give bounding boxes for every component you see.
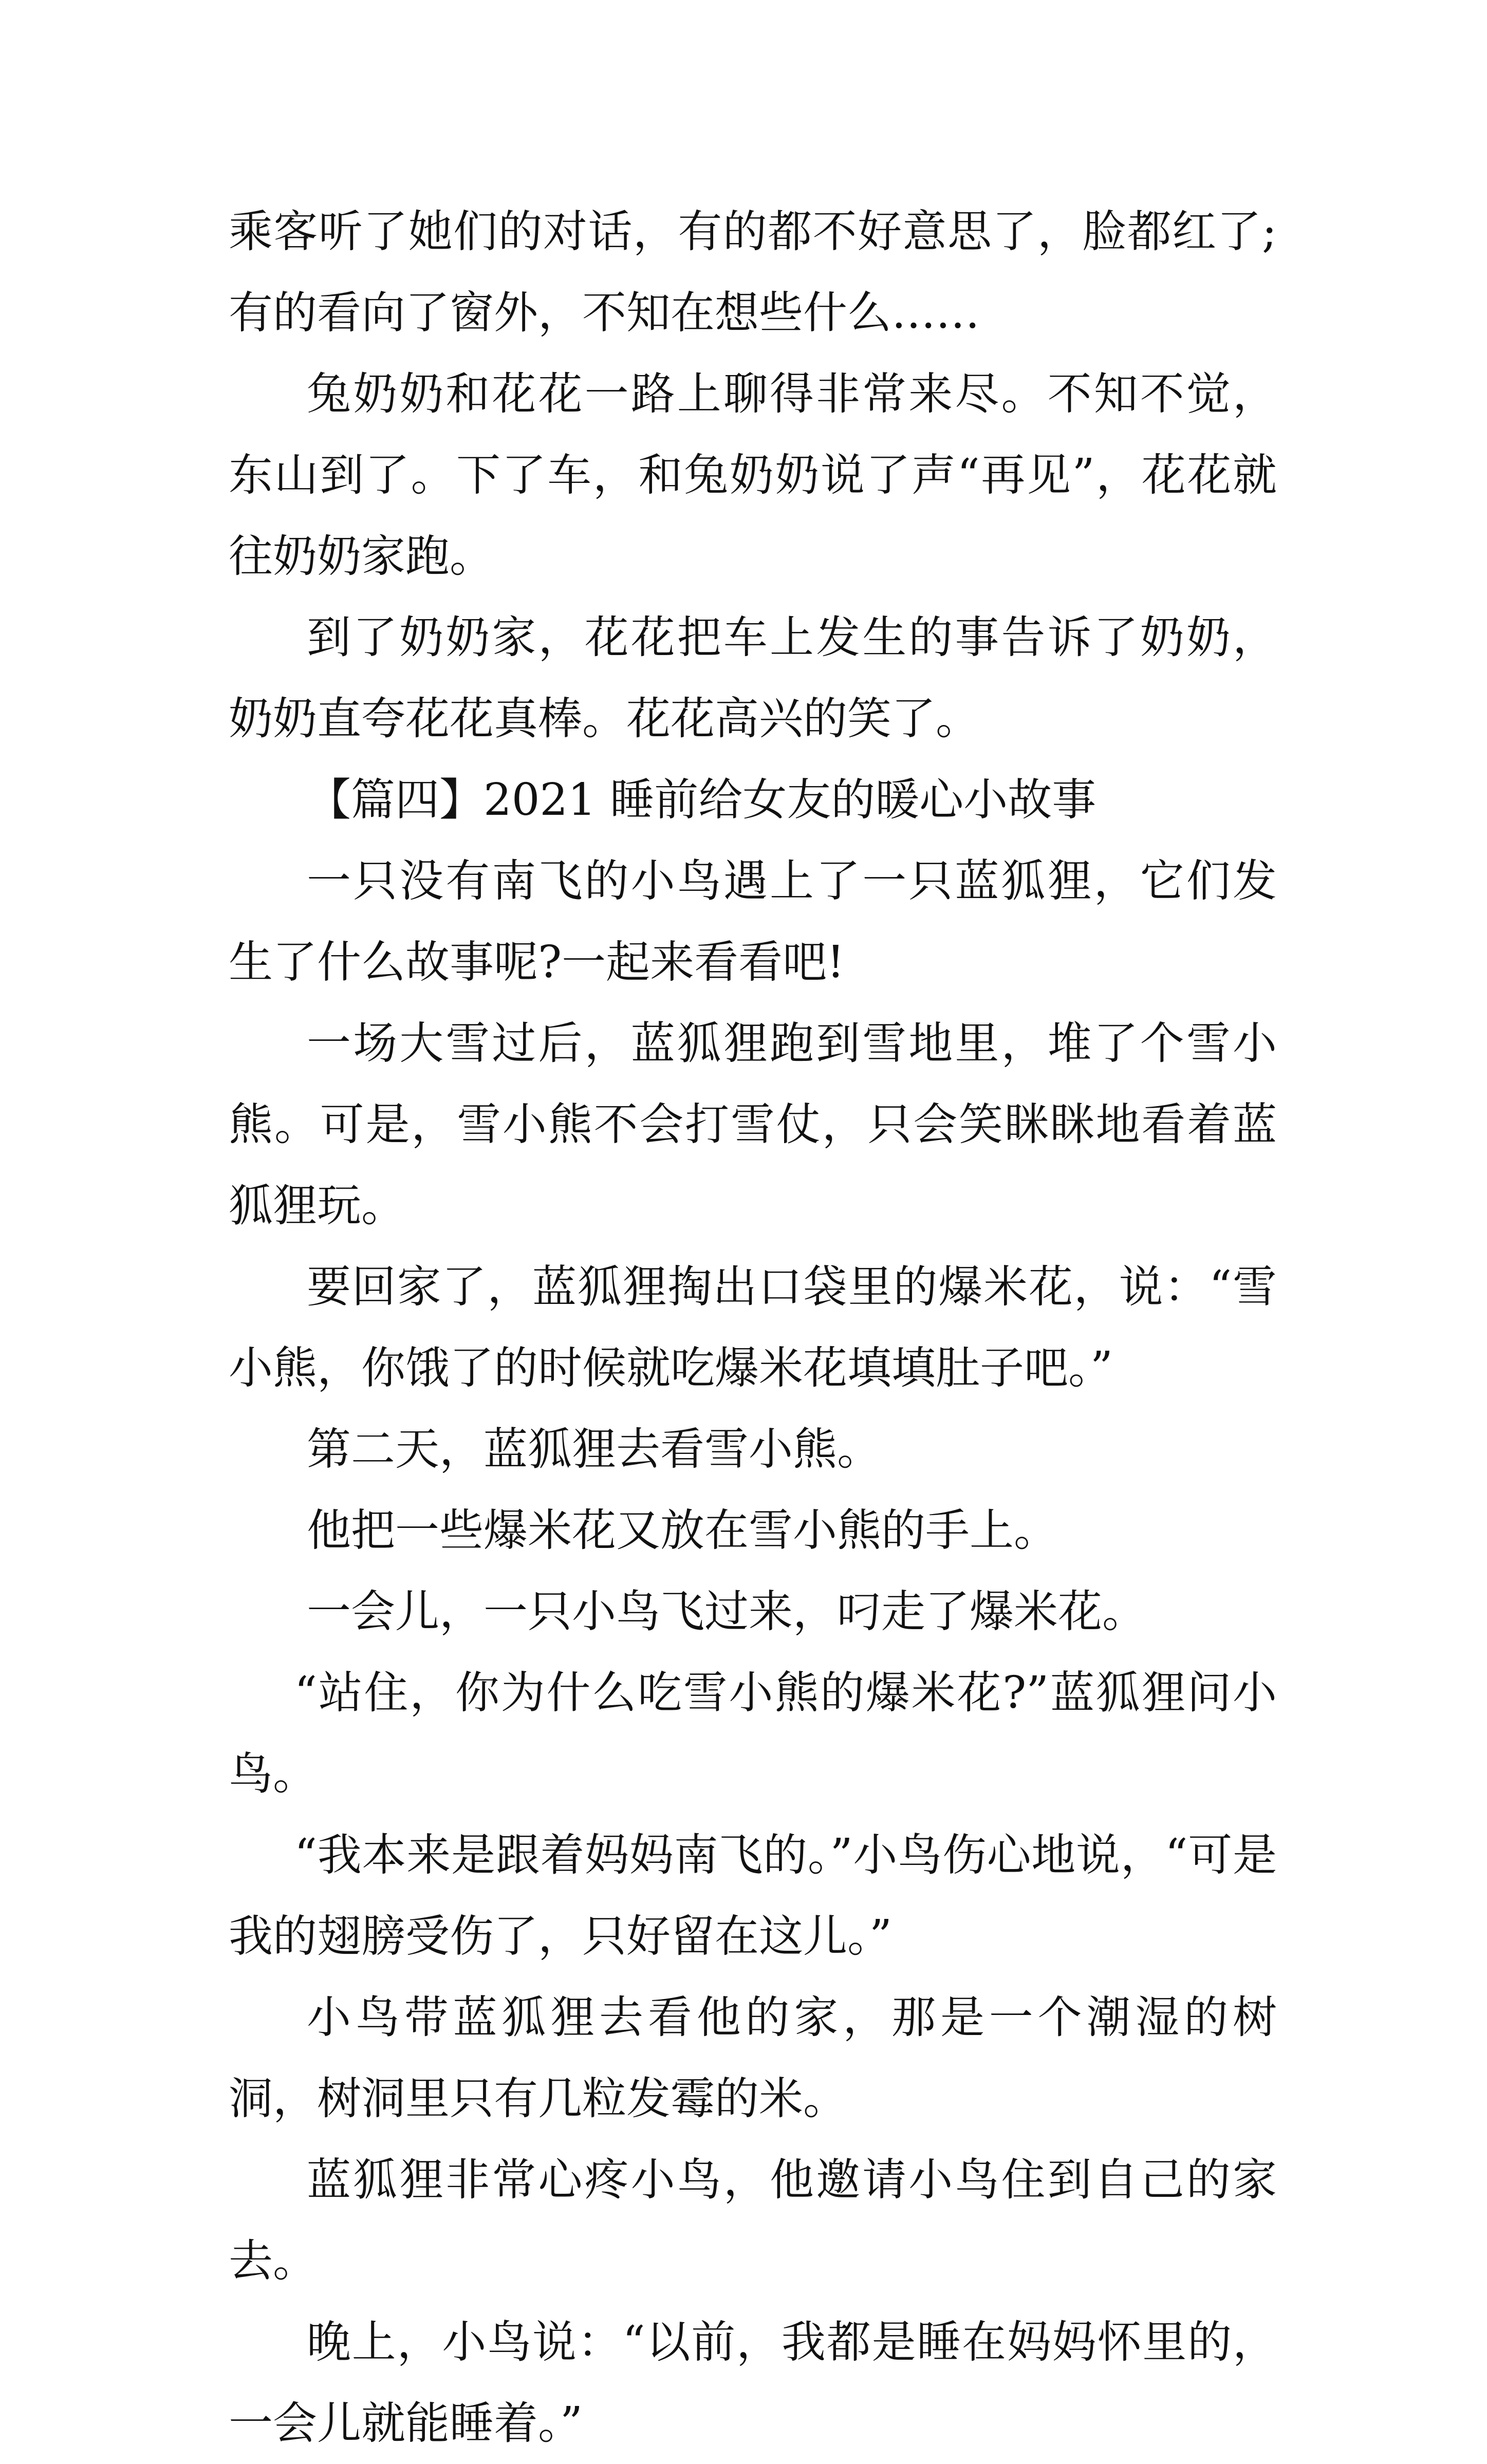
paragraph: 一会儿，一只小鸟飞过来，叼走了爆米花。 [307,1586,1146,1637]
paragraph: 到了奶奶家，花花把车上发生的事告诉了奶奶，奶奶直夸花花真棒。花花高兴的笑了。 [229,612,1277,744]
paragraph: 要回家了，蓝狐狸掏出口袋里的爆米花，说：“雪小熊，你饿了的时候就吃爆米花填填肚子吧。” [229,1261,1277,1394]
paragraph: “站住，你为什么吃雪小熊的爆米花?”蓝狐狸问小鸟。 [229,1667,1277,1800]
paragraph: 一只没有南飞的小鸟遇上了一只蓝狐狸，它们发生了什么故事呢?一起来看看吧! [229,855,1277,988]
paragraph: 一场大雪过后，蓝狐狸跑到雪地里，堆了个雪小熊。可是，雪小熊不会打雪仗，只会笑眯眯地看着蓝狐狸玩。 [229,1018,1277,1231]
section-heading: 【篇四】2021 睡前给女友的暖心小故事 [307,774,1096,826]
paragraph: 第二天，蓝狐狸去看雪小熊。 [307,1424,881,1475]
paragraph: 他把一些爆米花又放在雪小熊的手上。 [307,1505,1058,1556]
document-body [229,191,1277,2464]
paragraph: 蓝狐狸非常心疼小鸟，他邀请小鸟住到自己的家去。 [229,2154,1277,2287]
paragraph: 兔奶奶和花花一路上聊得非常来尽。不知不觉，东山到了。下了车，和兔奶奶说了声“再见”，花花就往奶奶家跑。 [229,368,1277,582]
paragraph: 晚上，小鸟说：“以前，我都是睡在妈妈怀里的，一会儿就能睡着。” [229,2317,1277,2449]
paragraph: 乘客听了她们的对话，有的都不好意思了，脸都红了;有的看向了窗外，不知在想些什么…… [229,206,1277,339]
paragraph: “我本来是跟着妈妈南飞的。”小鸟伤心地说，“可是我的翅膀受伤了，只好留在这儿。” [229,1830,1277,1962]
paragraph: 小鸟带蓝狐狸去看他的家，那是一个潮湿的树洞，树洞里只有几粒发霉的米。 [229,1992,1277,2124]
